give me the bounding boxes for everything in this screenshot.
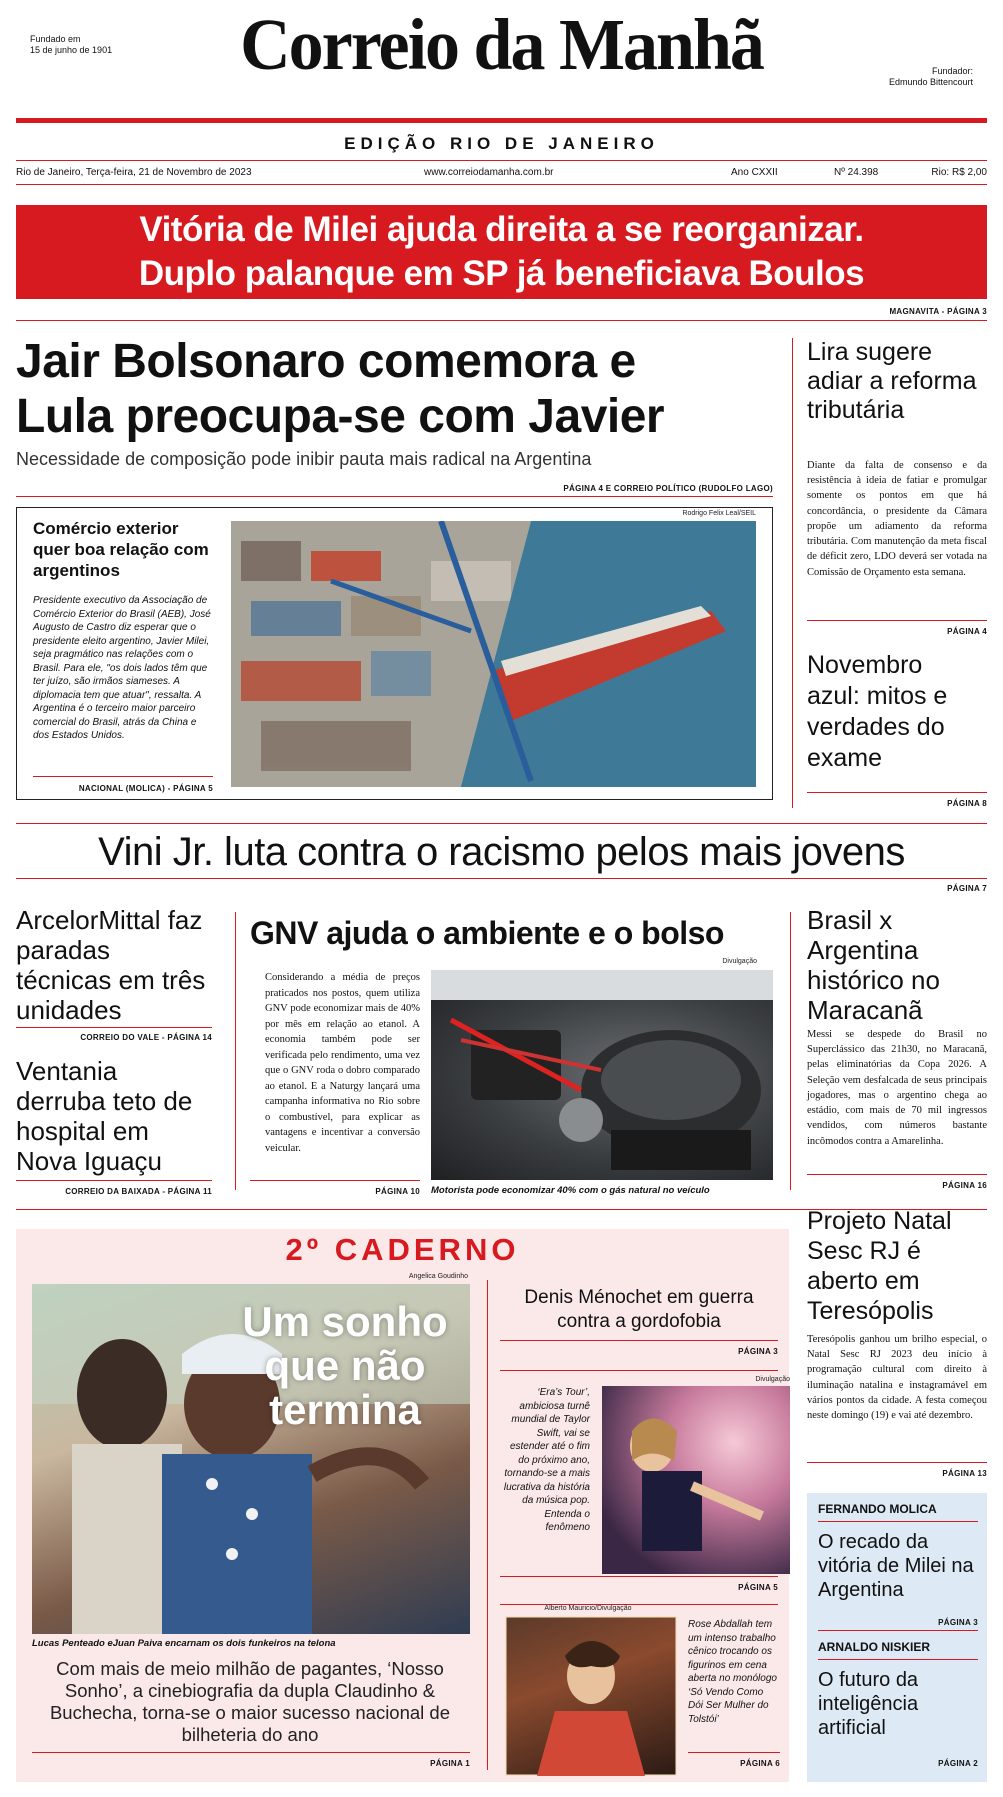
sonho-page: PÁGINA 1 — [430, 1759, 470, 1768]
gnv-page: PÁGINA 10 — [375, 1187, 420, 1196]
founded-info — [30, 34, 112, 56]
founder-info — [889, 66, 973, 88]
main-headline[interactable] — [16, 334, 776, 444]
gnv-title[interactable]: GNV ajuda o ambiente e o bolso — [250, 915, 724, 951]
rose-photo[interactable] — [505, 1616, 677, 1776]
taylor-page: PÁGINA 5 — [738, 1583, 778, 1592]
ventania-title[interactable]: Ventania derruba teto de hospital em Nova Iguaçu — [16, 1056, 193, 1176]
issue-number: Nº 24.398 — [834, 167, 879, 178]
denis-bottom-rule — [500, 1370, 778, 1371]
brasil-rule — [807, 1174, 987, 1175]
year-text: Ano CXXII — [731, 167, 778, 178]
brasil-page: PÁGINA 16 — [942, 1181, 987, 1190]
vini-headline[interactable]: Vini Jr. luta contra o racismo pelos mais jovens — [98, 830, 905, 874]
dateline — [16, 167, 987, 181]
column-author-2-rule — [818, 1659, 978, 1660]
sonho-rule — [32, 1752, 470, 1753]
sonho-title: Um sonho que não termina — [242, 1298, 448, 1433]
caderno-label[interactable]: 2º CADERNO — [285, 1232, 520, 1267]
brasil-title[interactable]: Brasil x Argentina histórico no Maracanã — [807, 905, 940, 1025]
sonho-deck: Com mais de meio milhão de pagantes, ‘Nosso Sonho’, a cinebiografia da dupla Claudinho & Buchecha, torna-se o maior sucesso nacional de bilheteria do ano — [49, 1658, 451, 1745]
brasil-body: Messi se despede do Brasil no Superclássico das 21h30, no Maracanã, pelas eliminatórias da Copa 2026. A Seleção vem desfalcada de seus principais jogadores, mas o argentino chega ao estádio, com mais de 70 mil ingressos vendidos, com números bastante incômodos contra a Amarelinha. — [807, 1029, 987, 1147]
arcelor-page: CORREIO DO VALE - PÁGINA 14 — [80, 1033, 212, 1042]
taylor-text: ‘Era’s Tour’, ambiciosa turnê mundial de Taylor Swift, vai se estender até o fim do próximo ano, tornando-se a mais lucrativa da história da música pop. Entenda o fenômeno — [503, 1387, 590, 1533]
novembro-rule — [807, 792, 987, 793]
sonho-credit: Angelica Goudinho — [408, 1273, 468, 1280]
column-title-2[interactable]: O futuro da inteligência artificial — [818, 1669, 919, 1739]
lira-title[interactable]: Lira sugere adiar a reforma tributária — [807, 338, 977, 424]
founder-name: Edmundo Bittencourt — [888, 76, 973, 87]
lira-rule — [807, 620, 987, 621]
denis-rule — [500, 1340, 778, 1341]
edition-rule — [16, 160, 987, 161]
banner-page: MAGNAVITA - PÁGINA 3 — [889, 307, 987, 316]
column-title-1[interactable]: O recado da vitória de Milei na Argentina — [818, 1531, 974, 1601]
date-text: Rio de Janeiro, Terça-feira, 21 de Novembro de 2023 — [16, 167, 252, 178]
rose-page: PÁGINA 6 — [740, 1759, 780, 1768]
taylor-credit: Divulgação — [755, 1376, 790, 1383]
gnv-left-divider — [235, 912, 236, 1190]
column-author-2: ARNALDO NISKIER — [818, 1640, 931, 1654]
founded-label: Fundado em — [30, 34, 81, 44]
ventania-rule — [16, 1180, 212, 1181]
lira-body: Diante da falta de consenso e da resistência à ideia de fatiar e promulgar somente os pontos em que há concordância, o presidente da Câmara propõe um adiamento da reforma tributária. Com manutenção da meta fiscal de déficit zero, LDO deverá ser votada na Comissão de Orçamento esta semana. — [807, 460, 987, 578]
novembro-page: PÁGINA 8 — [947, 799, 987, 808]
column-author-2-top-rule — [818, 1630, 978, 1631]
banner-line1: Vitória de Milei ajuda direita a se reorganizar. — [139, 210, 864, 249]
right-column-divider — [792, 338, 793, 808]
comercio-credit: Rodrigo Felix Leal/SEIL — [682, 510, 756, 517]
main-subhead: Necessidade de composição pode inibir pauta mais radical na Argentina — [16, 449, 592, 469]
comercio-page-rule — [33, 776, 213, 777]
masthead-title[interactable]: Correio da Manhã — [240, 5, 763, 86]
rose-credit: Alberto Mauricio/Divulgação — [544, 1605, 632, 1612]
natal-body: Teresópolis ganhou um brilho especial, o Natal Sesc RJ 2023 deu início à programação cultural com direito à iluminação natalina e instagramável em vários pontos da cidade. A festa começou neste domingo (19) e vai até dezembro. — [807, 1334, 987, 1422]
price-text: Rio: R$ 2,00 — [931, 167, 987, 178]
lira-page: PÁGINA 4 — [947, 627, 987, 636]
founder-label: Fundador: — [931, 66, 973, 76]
engine-photo — [431, 970, 773, 1180]
port-illustration — [231, 521, 756, 787]
arcelor-rule — [16, 1027, 212, 1028]
main-headline-line1: Jair Bolsonaro comemora e — [16, 335, 636, 388]
gnv-credit: Divulgação — [722, 958, 757, 965]
taylor-photo[interactable] — [602, 1386, 790, 1574]
gnv-caption: Motorista pode economizar 40% com o gás natural no veículo — [431, 1185, 710, 1196]
founded-date: 15 de junho de 1901 — [30, 44, 113, 55]
rose-text: Rose Abdallah tem um intenso trabalho cênico trocando os figurinos em cena aberta no monólogo ‘Só Vendo Como Dói Ser Mulher do Tolstói’ — [688, 1619, 777, 1725]
comercio-title: Comércio exterior quer boa relação com argentinos — [33, 519, 209, 580]
novembro-title[interactable]: Novembro azul: mitos e verdades do exame — [807, 651, 948, 772]
masthead-rule — [16, 118, 987, 123]
denis-page: PÁGINA 3 — [738, 1347, 778, 1356]
rose-illustration — [505, 1616, 677, 1776]
banner-rule — [16, 320, 987, 321]
natal-page: PÁGINA 13 — [942, 1469, 987, 1478]
rose-rule — [688, 1752, 780, 1753]
main-page: PÁGINA 4 E CORREIO POLÍTICO (RUDOLFO LAGO) — [563, 484, 773, 493]
sonho-caption: Lucas Penteado eJuan Paiva encarnam os dois funkeiros na telona — [32, 1638, 336, 1649]
port-photo — [231, 521, 756, 787]
gnv-right-divider — [790, 912, 791, 1190]
arcelor-title[interactable]: ArcelorMittal faz paradas técnicas em três unidades — [16, 905, 206, 1025]
dateline-rule — [16, 184, 987, 185]
banner-box[interactable] — [16, 205, 987, 299]
banner-line2: Duplo palanque em SP já beneficiava Boulos — [138, 254, 865, 293]
taylor-rule — [500, 1576, 778, 1577]
edition-label: EDIÇÃO RIO DE JANEIRO — [344, 134, 659, 153]
vini-top-rule — [16, 823, 987, 824]
main-rule — [16, 496, 773, 497]
denis-title[interactable]: Denis Ménochet em guerra contra a gordofobia — [524, 1287, 754, 1332]
comercio-body: Presidente executivo da Associação de Comércio Exterior do Brasil (AEB), José Augusto de Castro diz esperar que o presidente eleito argentino, Javier Milei, seja pragmático nas relações com o Brasil. Para ele, "os dois lados têm que ter juízo, são irmãos siameses. A diplomacia tem que atuar", ressalta. A Argentina é o terceiro maior parceiro comercial do Brasil, atrás da China e dos Estados Unidos. — [33, 595, 211, 741]
natal-rule — [807, 1462, 987, 1463]
taylor-illustration — [602, 1386, 790, 1574]
engine-illustration — [431, 970, 773, 1180]
vini-rule — [16, 878, 987, 879]
vini-page: PÁGINA 7 — [947, 884, 987, 893]
website-link[interactable]: www.correiodamanha.com.br — [424, 167, 554, 178]
comercio-page: NACIONAL (MOLICA) - PÁGINA 5 — [78, 784, 213, 793]
ventania-page: CORREIO DA BAIXADA - PÁGINA 11 — [65, 1187, 212, 1196]
column-author-1: FERNANDO MOLICA — [818, 1502, 937, 1516]
natal-title[interactable]: Projeto Natal Sesc RJ é aberto em Teresópolis — [807, 1207, 952, 1325]
gnv-body: Considerando a média de preços praticados nos postos, quem utiliza GNV pode economizar mais de 40% por mês em relação ao etanol. A economia também pode ser verificada pelo rendimento, uma vez que o GNV roda o dobro comparado ao etanol. E a Naturgy lançará uma campanha informativa no Rio sobre o combustível, para explicar as vantagens e incentivar a conversão veicular. — [265, 972, 420, 1154]
column-author-1-rule — [818, 1521, 978, 1522]
column-page-2: PÁGINA 2 — [938, 1759, 978, 1768]
caderno-divider — [487, 1280, 488, 1770]
gnv-page-rule — [250, 1180, 420, 1181]
column-page-1: PÁGINA 3 — [938, 1618, 978, 1627]
main-headline-line2: Lula preocupa-se com Javier — [16, 390, 665, 443]
